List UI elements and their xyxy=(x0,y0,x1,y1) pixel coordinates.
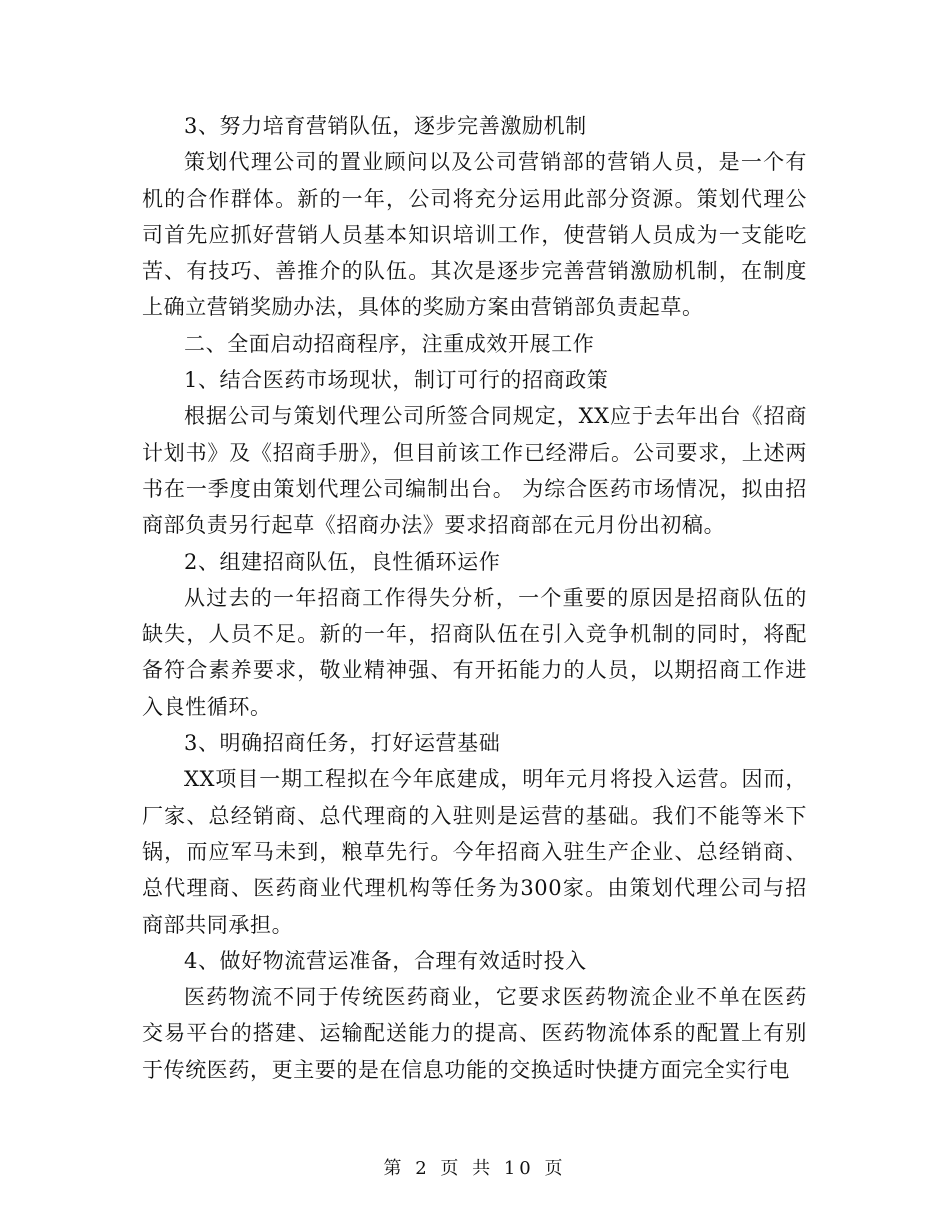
page-number-footer: 第 2 页 共 10 页 xyxy=(383,1158,567,1179)
paragraph-heading-section-two: 二、全面启动招商程序，注重成效开展工作 xyxy=(184,331,595,356)
paragraph-sales-team-body: 策划代理公司的置业顾问以及公司营销部的营销人员，是一个有机的合作群体。新的一年，公司将充分运用此部分资源。策划代理公司首先应抓好营销人员基本知识培训工作，使营销人员成为一支能吃苦、有技巧、善推介的队伍。其次是逐步完善营销激励机制，在制度上确立营销奖励办法，具体的奖励方案由营销部负责起草。 xyxy=(142,150,807,320)
paragraph-tasks-body: XX项目一期工程拟在今年底建成，明年元月将投入运营。因而，厂家、总经销商、总代理商的入驻则是运营的基础。我们不能等米下锅，而应军马未到，粮草先行。今年招商入驻生产企业、总经销商、总代理商、医药商业代理机构等任务为300家。由策划代理公司与招商部共同承担。 xyxy=(142,767,807,937)
paragraph-heading-2-team: 2、组建招商队伍，良性循环运作 xyxy=(184,549,501,574)
paragraph-heading-3-tasks: 3、明确招商任务，打好运营基础 xyxy=(184,731,501,756)
paragraph-team-body: 从过去的一年招商工作得失分析，一个重要的原因是招商队伍的缺失，人员不足。新的一年，招商队伍在引入竞争机制的同时，将配备符合素养要求，敬业精神强、有开拓能力的人员，以期招商工作进入良性循环。 xyxy=(142,585,807,719)
document-body xyxy=(142,108,807,1088)
paragraph-heading-4-logistics: 4、做好物流营运准备，合理有效适时投入 xyxy=(184,948,587,973)
paragraph-heading-3-sales-team: 3、努力培育营销队伍，逐步完善激励机制 xyxy=(184,114,587,138)
paragraph-logistics-body: 医药物流不同于传统医药商业，它要求医药物流企业不单在医药交易平台的搭建、运输配送能力的提高、医药物流体系的配置上有别于传统医药，更主要的是在信息功能的交换适时快捷方面完全实行电 xyxy=(142,985,807,1082)
paragraph-heading-1-policy: 1、结合医药市场现状，制订可行的招商政策 xyxy=(184,368,609,393)
paragraph-policy-body: 根据公司与策划代理公司所签合同规定，XX应于去年出台《招商计划书》及《招商手册》，但目前该工作已经滞后。公司要求，上述两书在一季度由策划代理公司编制出台。 为综合医药市场情况，拟由招商部负责另行起草《招商办法》要求招商部在元月份出初稿。 xyxy=(142,404,807,538)
